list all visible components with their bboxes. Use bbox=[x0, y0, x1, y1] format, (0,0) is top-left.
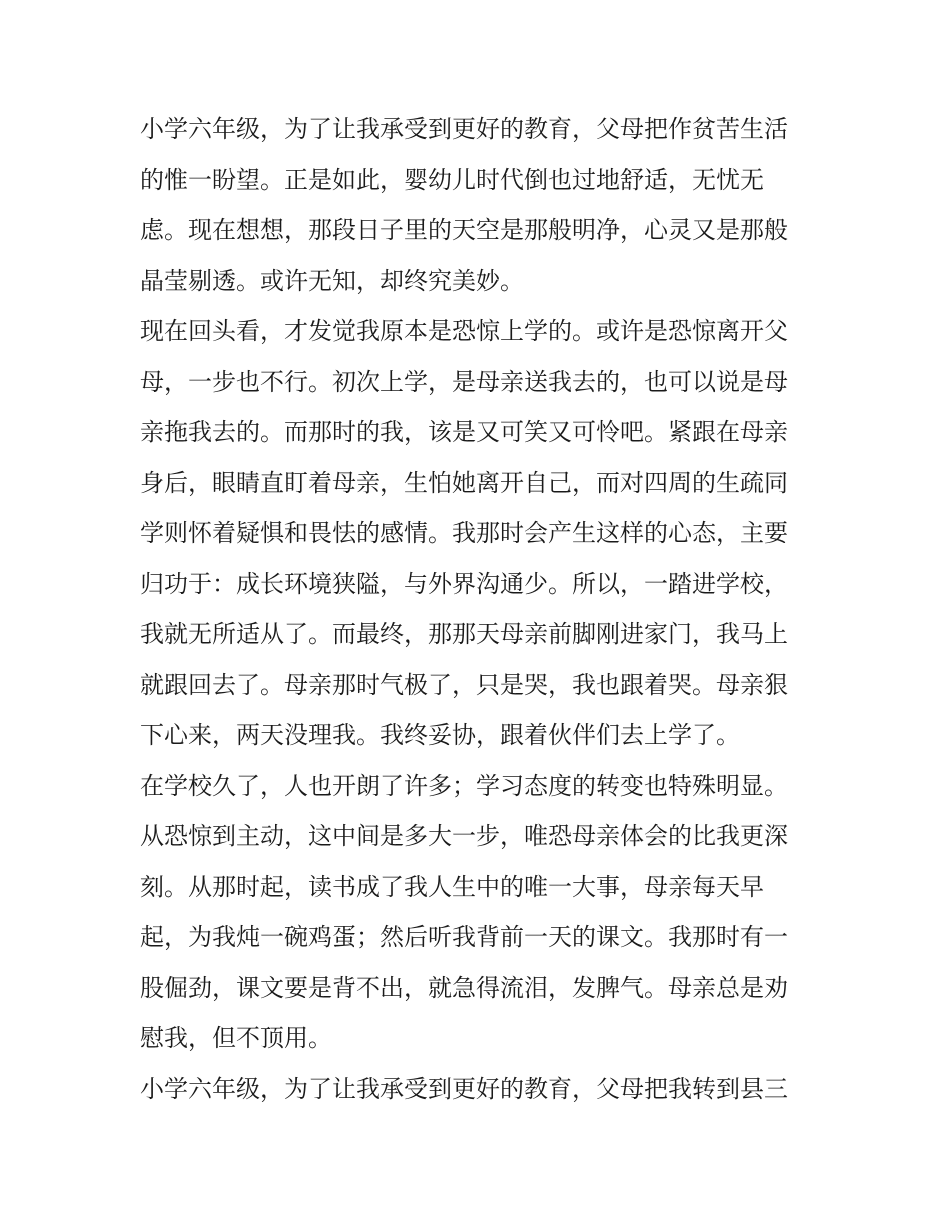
text-line: 股倔劲，课文要是背不出，就急得流泪，发脾气。母亲总是劝 bbox=[140, 973, 788, 1002]
text-line: 虑。现在想想，那段日子里的天空是那般明净，心灵又是那般 bbox=[140, 216, 788, 244]
text-line: 起，为我炖一碗鸡蛋；然后听我背前一天的课文。我那时有一 bbox=[140, 923, 788, 951]
text-line: 刻。从那时起，读书成了我人生中的唯一大事，母亲每天早 bbox=[140, 872, 764, 901]
text-line: 下心来，两天没理我。我终妥协，跟着伙伴们去上学了。 bbox=[140, 721, 740, 749]
text-line: 在学校久了，人也开朗了许多；学习态度的转变也特殊明显。 bbox=[140, 771, 788, 800]
text-line: 我就无所适从了。而最终，那那天母亲前脚刚进家门，我马上 bbox=[140, 620, 788, 648]
text-line: 慰我，但不顶用。 bbox=[140, 1024, 332, 1052]
text-line: 归功于：成长环境狭隘，与外界沟通少。所以，一踏进学校， bbox=[140, 569, 788, 598]
text-line: 小学六年级，为了让我承受到更好的教育，父母把作贫苦生活 bbox=[140, 115, 788, 143]
text-line: 身后，眼睛直盯着母亲，生怕她离开自己，而对四周的生疏同 bbox=[140, 468, 788, 497]
text-line: 的惟一盼望。正是如此，婴幼儿时代倒也过地舒适，无忧无 bbox=[140, 165, 764, 194]
text-line: 就跟回去了。母亲那时气极了，只是哭，我也跟着哭。母亲狠 bbox=[140, 670, 788, 699]
text-line: 从恐惊到主动，这中间是多大一步，唯恐母亲体会的比我更深 bbox=[140, 822, 788, 850]
document-body bbox=[140, 104, 820, 1114]
text-line: 晶莹剔透。或许无知，却终究美妙。 bbox=[140, 266, 524, 295]
text-line: 学则怀着疑惧和畏怯的感情。我那时会产生这样的心态，主要 bbox=[140, 519, 788, 547]
text-line: 小学六年级，为了让我承受到更好的教育，父母把我转到县三 bbox=[140, 1074, 788, 1103]
text-line: 现在回头看，才发觉我原本是恐惊上学的。或许是恐惊离开父 bbox=[140, 317, 788, 345]
text-line: 亲拖我去的。而那时的我，该是又可笑又可怜吧。紧跟在母亲 bbox=[140, 418, 788, 446]
text-line: 母，一步也不行。初次上学，是母亲送我去的，也可以说是母 bbox=[140, 367, 788, 396]
